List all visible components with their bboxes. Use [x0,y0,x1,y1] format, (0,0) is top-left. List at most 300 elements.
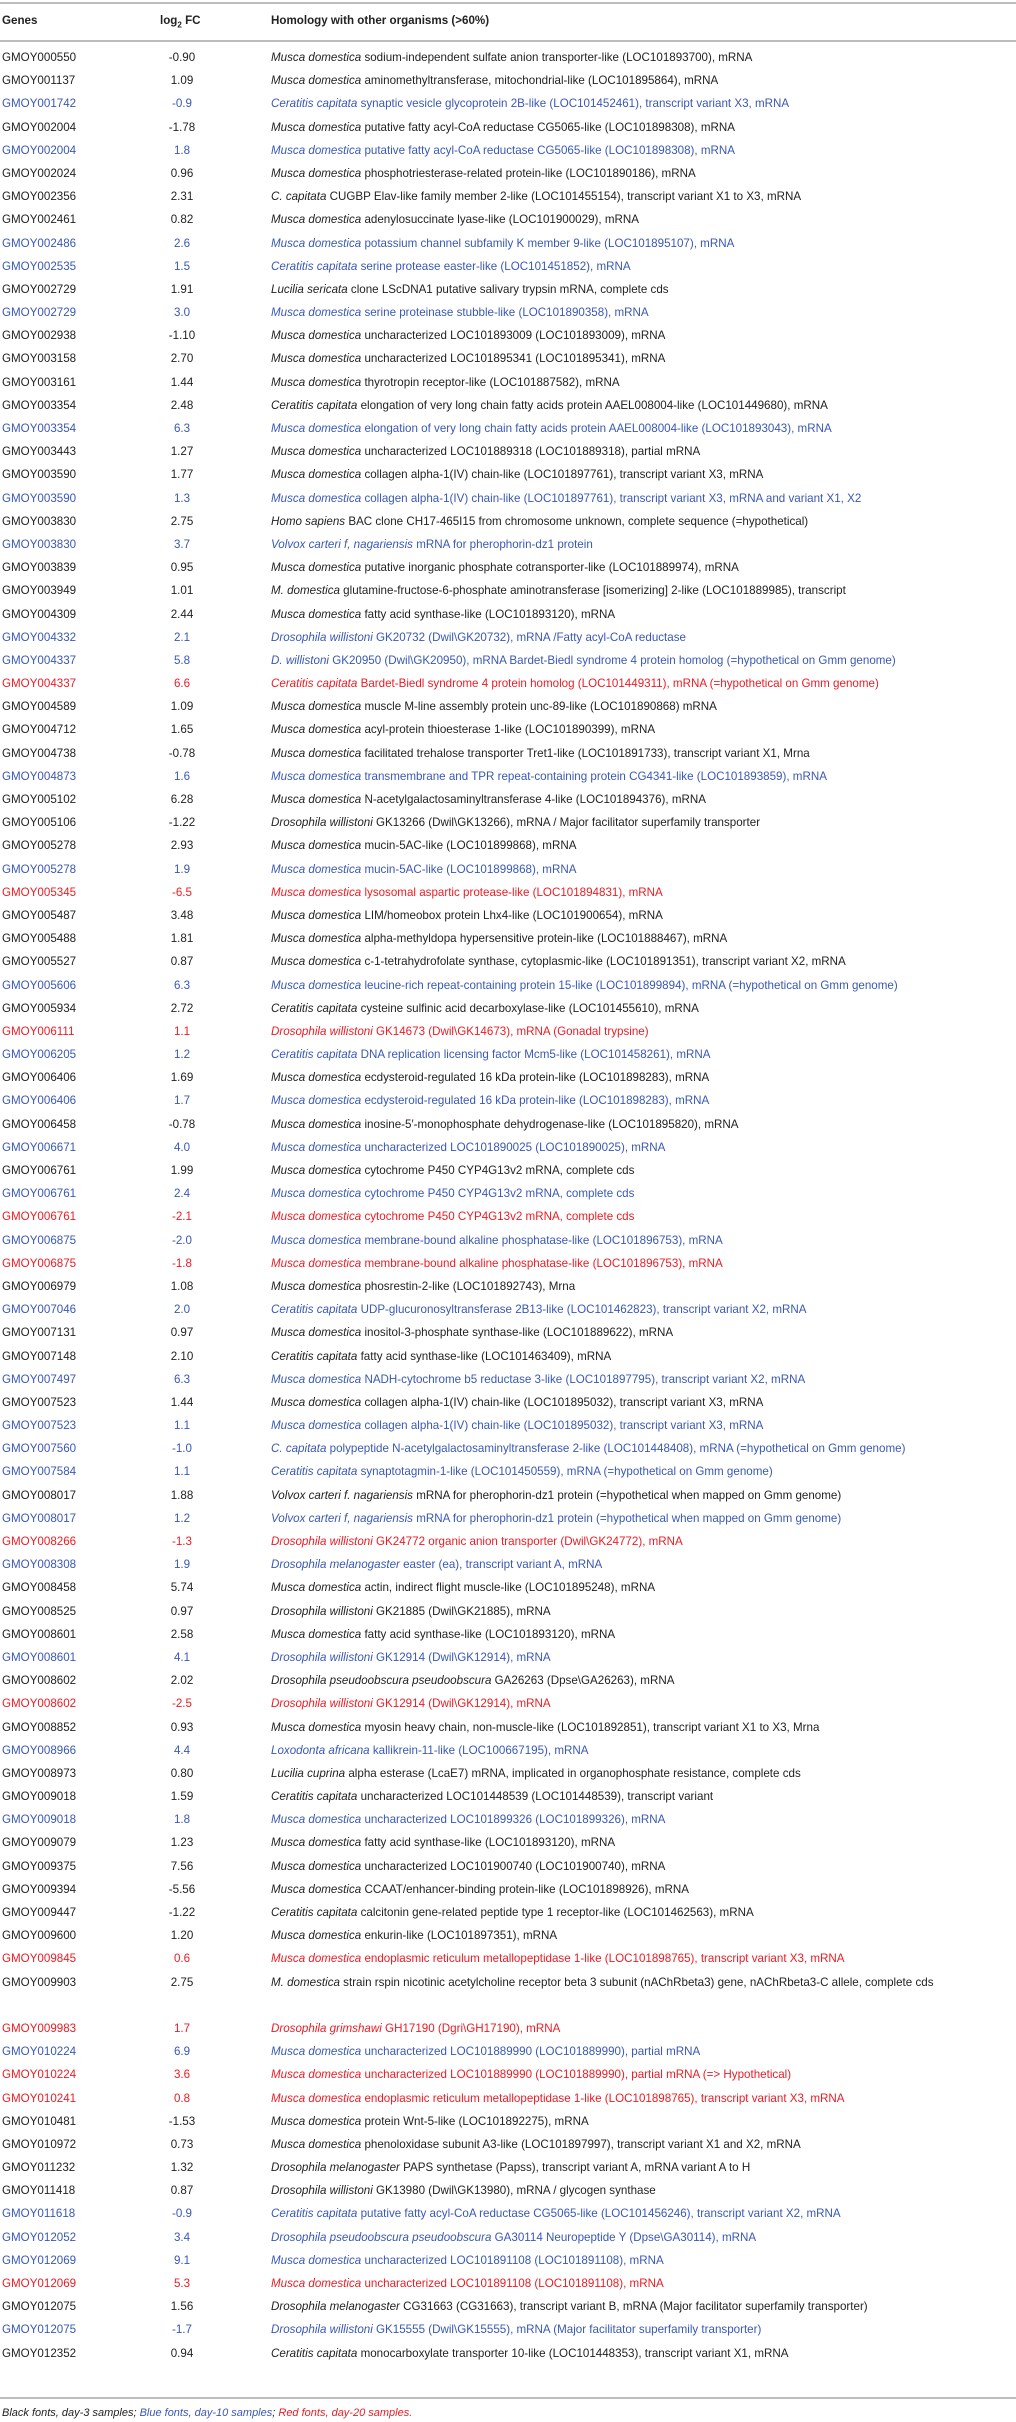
table-row [0,92,1016,115]
species-name: Musca domestica [271,375,362,389]
log2fc-value: 2.72 [170,1001,194,1015]
species-name: Drosophila willistoni [271,1535,373,1548]
species-name: Ceratitis capitata [271,1048,358,1062]
species-name: Musca domestica [271,932,362,946]
homology-text [271,2110,1011,2133]
table-row [0,1321,1016,1344]
table-row [0,139,1016,162]
species-name: Musca domestica [271,1627,362,1641]
gene-id: GMOY006111 [2,1024,75,1038]
gene-id: GMOY005345 [2,885,77,899]
homology-text [271,1692,1011,1715]
species-name: Drosophila willistoni [271,816,373,830]
species-name: Loxodonta africana [271,1743,370,1757]
log2fc-value: 0.82 [170,213,194,227]
log2fc-value: -2.0 [172,1233,192,1247]
homology-description: fatty acid synthase-like (LOC101893120), mRNA [361,1627,616,1641]
log2fc-value: 1.9 [173,1558,191,1572]
log2fc-value: 0.95 [170,561,194,575]
species-name: Musca domestica [271,352,362,366]
species-name: Musca domestica [271,700,362,714]
gene-id: GMOY009079 [2,1836,77,1850]
log2fc-value: 1.6 [173,769,191,783]
table-row [0,649,1016,672]
homology-text [271,1785,1011,1808]
gene-id: GMOY005934 [2,1001,77,1015]
log2fc-value: 1.09 [170,700,194,714]
species-name: Drosophila willistoni [271,2323,373,2337]
table-row [0,2040,1016,2063]
table-footnote [2,2405,412,2421]
species-name: Ceratitis capitata [271,1001,358,1015]
species-name: Musca domestica [271,1140,362,1154]
gene-id: GMOY002024 [2,166,77,180]
homology-description: uncharacterized LOC101900740 (LOC101900740), mRNA [361,1859,666,1873]
homology-text [271,371,1011,394]
homology-text [271,1623,1011,1646]
log2fc-value: 3.4 [173,2230,191,2244]
gene-id: GMOY006875 [2,1233,77,1247]
species-name: Musca domestica [271,143,362,157]
table-row [0,116,1016,139]
homology-text [271,1878,1011,1901]
log2fc-value: -1.10 [168,329,196,343]
log2fc-value: 2.44 [170,607,194,621]
table-row [0,1716,1016,1739]
homology-text [271,1298,1011,1321]
log2fc-value: 2.0 [173,1303,191,1317]
table-row [0,440,1016,463]
gene-id: GMOY009903 [2,1975,77,1989]
log2fc-value: 6.3 [173,422,191,435]
log2fc-value: 3.7 [173,537,191,551]
gene-id: GMOY003949 [2,584,77,598]
homology-description: alpha-methyldopa hypersensitive protein-like (LOC101888467), mRNA [361,932,728,946]
homology-text [271,185,1011,208]
species-name: C. capitata [271,1442,327,1456]
gene-id: GMOY008017 [2,1511,77,1525]
homology-text [271,950,1011,973]
homology-description: GK21885 (Dwil\GK21885), mRNA [372,1604,551,1618]
log2fc-value: 0.6 [173,1952,191,1966]
species-name: Musca domestica [271,2091,362,2105]
homology-text [271,1971,1011,1994]
gene-id: GMOY003354 [2,422,77,435]
species-name: Musca domestica [271,2137,362,2151]
gene-id: GMOY012069 [2,2253,77,2267]
homology-text [271,1901,1011,1924]
species-name: Musca domestica [271,1395,362,1409]
homology-text [271,2202,1011,2225]
log2fc-value: 1.69 [170,1071,194,1085]
homology-description: DNA replication licensing factor Mcm5-like (LOC101458261), mRNA [357,1048,711,1062]
homology-text [271,232,1011,255]
gene-id: GMOY002938 [2,329,77,343]
homology-text [271,834,1011,857]
species-name: Musca domestica [271,1256,362,1270]
homology-description: GH17190 (Dgri\GH17190), mRNA [381,2021,561,2035]
gene-id: GMOY006761 [2,1210,77,1224]
table-row [0,1391,1016,1414]
homology-description: c-1-tetrahydrofolate synthase, cytoplasmic-like (LOC101891351), transcript variant X2, mRNA [361,955,846,969]
species-name: Musca domestica [271,1836,362,1850]
log2fc-value: 1.8 [173,1813,191,1827]
table-row [0,1600,1016,1623]
gene-id: GMOY011418 [2,2184,76,2198]
gene-id: GMOY005606 [2,978,77,992]
homology-description: CCAAT/enhancer-binding protein-like (LOC101898926), mRNA [361,1882,690,1896]
gene-id: GMOY004337 [2,653,77,667]
homology-text [271,394,1011,417]
homology-text [271,927,1011,950]
homology-text [271,301,1011,324]
species-name: Lucilia cuprina [271,1766,346,1780]
table-row [0,1785,1016,1808]
table-row [0,834,1016,857]
homology-text [271,1739,1011,1762]
table-row [0,881,1016,904]
homology-description: fatty acid synthase-like (LOC101463409), mRNA [357,1349,612,1363]
gene-id: GMOY002004 [2,143,77,157]
table-row [0,2017,1016,2040]
homology-text [271,1855,1011,1878]
log2fc-value: 1.08 [170,1279,194,1293]
homology-text [271,46,1011,69]
homology-text [271,1020,1011,1043]
log2fc-value: 1.20 [170,1929,194,1943]
table-row [0,533,1016,556]
homology-description: serine proteinase stubble-like (LOC101890358), mRNA [361,306,649,320]
species-name: Musca domestica [271,306,362,320]
species-name: Musca domestica [271,1419,362,1433]
homology-description: putative fatty acyl-CoA reductase CG5065-like (LOC101898308), mRNA [361,120,735,134]
homology-text [271,1600,1011,1623]
species-name: Homo sapiens [271,514,346,528]
species-name: Musca domestica [271,885,362,899]
table-row [0,2295,1016,2318]
species-name: Musca domestica [271,74,362,88]
log2fc-value: 1.88 [170,1488,194,1502]
log2fc-value: 0.8 [173,2091,191,2105]
log2fc-value: 0.87 [170,2184,194,2198]
homology-text [271,2133,1011,2156]
species-name: Musca domestica [271,1187,362,1201]
homology-description: inosine-5′-monophosphate dehydrogenase-like (LOC101895820), mRNA [361,1117,739,1131]
homology-description: elongation of very long chain fatty acids protein AAEL008004-like (LOC101893043), mRNA [361,422,832,435]
log2fc-value: -1.0 [172,1442,192,1456]
homology-text [271,2226,1011,2249]
table-row [0,1437,1016,1460]
log2fc-value: 1.1 [173,1465,191,1479]
homology-description: calcitonin gene-related peptide type 1 receptor-like (LOC101462563), mRNA [357,1906,754,1919]
species-name: Ceratitis capitata [271,677,358,691]
homology-description: uncharacterized LOC101891108 (LOC101891108), mRNA [361,2253,664,2267]
homology-description: leucine-rich repeat-containing protein 15-like (LOC101899894), mRNA (=hypothetical on Gmm genome) [361,978,898,992]
homology-text [271,1113,1011,1136]
log2fc-value: 2.75 [170,1975,194,1989]
table-row [0,1275,1016,1298]
log2fc-value: -5.56 [168,1882,196,1896]
table-row [0,1553,1016,1576]
species-name: Musca domestica [271,1326,362,1340]
log2fc-value: 0.80 [170,1766,194,1780]
species-name: Musca domestica [271,1952,362,1966]
gene-id: GMOY007131 [2,1326,77,1340]
gene-id: GMOY008266 [2,1535,77,1548]
log2fc-value: 6.6 [173,677,191,691]
species-name: Musca domestica [271,236,362,250]
table-row [0,1855,1016,1878]
gene-id: GMOY009394 [2,1882,77,1896]
log2fc-value: 1.5 [173,259,191,273]
species-name: Musca domestica [271,329,362,343]
gene-id: GMOY007560 [2,1442,77,1456]
homology-description: uncharacterized LOC101448539 (LOC101448539), transcript variant [357,1790,714,1804]
table-row [0,185,1016,208]
gene-id: GMOY008966 [2,1743,77,1757]
table-row [0,1901,1016,1924]
log2fc-value: -6.5 [172,885,192,899]
homology-text [271,347,1011,370]
table-row [0,1066,1016,1089]
log2fc-value: 5.74 [170,1581,194,1595]
log2fc-value: 1.7 [173,2021,191,2035]
log2fc-value: 1.23 [170,1836,194,1850]
gene-id: GMOY000550 [2,51,77,64]
homology-text [271,626,1011,649]
header-homology: Homology with other organisms (>60%) [271,14,490,27]
homology-text [271,2017,1011,2040]
log2fc-value: 2.6 [173,236,191,250]
homology-description: Bardet-Biedl syndrome 4 protein homolog (LOC101449311), mRNA (=hypothetical on Gmm genome) [357,677,879,691]
gene-id: GMOY010224 [2,2045,77,2059]
table-row [0,1924,1016,1947]
species-name: Volvox carteri f. nagariensis [271,1488,413,1502]
homology-text [271,718,1011,741]
table-row [0,347,1016,370]
species-name: Musca domestica [271,1929,362,1943]
gene-id: GMOY008602 [2,1697,77,1711]
homology-description: UDP-glucuronosyltransferase 2B13-like (LOC101462823), transcript variant X2, mRNA [357,1303,807,1317]
gene-id: GMOY007148 [2,1349,77,1363]
species-name: Musca domestica [271,2114,362,2128]
homology-description: NADH-cytochrome b5 reductase 3-like (LOC101897795), transcript variant X2, mRNA [361,1372,806,1386]
log2fc-value: 5.8 [173,653,191,667]
species-name: Musca domestica [271,862,362,876]
homology-description: monocarboxylate transporter 10-like (LOC101448353), transcript variant X1, mRNA [357,2346,789,2360]
homology-description: GA26263 (Dpse\GA26263), mRNA [491,1674,675,1688]
log2fc-value: 1.2 [173,1511,191,1525]
table-row [0,742,1016,765]
species-name: D. willistoni [271,653,329,667]
homology-text [271,417,1011,440]
log2fc-value: 0.93 [170,1720,194,1734]
homology-description: endoplasmic reticulum metallopeptidase 1-like (LOC101898765), transcript variant X3, mRNA [361,1952,845,1966]
gene-id: GMOY008525 [2,1604,77,1618]
species-name: Drosophila melanogaster [271,2300,400,2314]
gene-id: GMOY004738 [2,746,77,760]
homology-description: acyl-protein thioesterase 1-like (LOC101890399), mRNA [361,723,656,737]
species-name: Musca domestica [271,793,362,806]
table-row [0,394,1016,417]
homology-description: PAPS synthetase (Papss), transcript variant A, mRNA variant A to H [399,2161,751,2175]
gene-id: GMOY006458 [2,1117,77,1131]
gene-id: GMOY007523 [2,1419,77,1433]
log2fc-value: 9.1 [173,2253,191,2267]
homology-text [271,1762,1011,1785]
table-row [0,1530,1016,1553]
homology-description: potassium channel subfamily K member 9-like (LOC101895107), mRNA [361,236,735,250]
species-name: Musca domestica [271,1233,362,1247]
species-name: Musca domestica [271,1720,362,1734]
gene-id: GMOY006205 [2,1048,77,1062]
homology-description: mucin-5AC-like (LOC101899868), mRNA [361,839,577,853]
table-row [0,904,1016,927]
table-row [0,1414,1016,1437]
table-row [0,1113,1016,1136]
gene-id: GMOY009375 [2,1859,77,1873]
homology-description: polypeptide N-acetylgalactosaminyltransferase 2-like (LOC101448408), mRNA (=hypothetical on Gmm genome) [326,1442,906,1456]
species-name: Drosophila willistoni [271,1024,373,1038]
log2fc-value: 4.1 [173,1650,191,1664]
log2fc-value: 1.77 [170,468,194,482]
homology-text [271,556,1011,579]
homology-description: phosrestin-2-like (LOC101892743), Mrna [361,1279,576,1293]
species-name: Musca domestica [271,1164,362,1177]
table-row [0,463,1016,486]
homology-text [271,1808,1011,1831]
homology-description: endoplasmic reticulum metallopeptidase 1-like (LOC101898765), transcript variant X3, mRNA [361,2091,845,2105]
gene-id: GMOY003354 [2,398,77,412]
homology-description: ecdysteroid-regulated 16 kDa protein-like (LOC101898283), mRNA [361,1071,710,1085]
table-row [0,1669,1016,1692]
table-row [0,208,1016,231]
species-name: Ceratitis capitata [271,1790,358,1804]
homology-text [271,695,1011,718]
homology-description: aminomethyltransferase, mitochondrial-like (LOC101895864), mRNA [361,74,719,88]
log2fc-value: 1.7 [173,1094,191,1108]
log2fc-value: 6.3 [173,978,191,992]
gene-id: GMOY010972 [2,2137,77,2151]
log2fc-value: 2.31 [170,190,194,204]
homology-description: thyrotropin receptor-like (LOC101887582), mRNA [361,375,620,389]
table-row [0,1159,1016,1182]
homology-description: uncharacterized LOC101889990 (LOC101889990), partial mRNA [361,2045,701,2059]
log2fc-value: 1.27 [170,445,194,459]
log2fc-value: 1.44 [170,375,194,389]
gene-id: GMOY008601 [2,1627,77,1641]
gene-id: GMOY004332 [2,630,77,644]
homology-description: N-acetylgalactosaminyltransferase 4-like (LOC101894376), mRNA [361,793,706,806]
homology-description: mRNA for pherophorin-dz1 protein (=hypothetical when mapped on Gmm genome) [412,1488,842,1502]
species-name: Drosophila pseudoobscura pseudoobscura [271,2230,492,2244]
log2fc-value: 0.94 [170,2346,194,2360]
homology-description: cysteine sulfinic acid decarboxylase-like (LOC101455610), mRNA [357,1001,699,1015]
log2fc-value: 1.1 [173,1024,191,1038]
species-name: Musca domestica [271,2045,362,2059]
homology-description: BAC clone CH17-465I15 from chromosome unknown, complete sequence (=hypothetical) [345,514,809,528]
gene-id: GMOY006761 [2,1187,77,1201]
table-row [0,974,1016,997]
table-row [0,2063,1016,2086]
homology-description: uncharacterized LOC101889318 (LOC101889318), partial mRNA [361,445,701,459]
species-name: Musca domestica [271,1813,362,1827]
homology-text [271,487,1011,510]
homology-text [271,139,1011,162]
species-name: Musca domestica [271,839,362,853]
homology-text [271,1716,1011,1739]
gene-id: GMOY008973 [2,1766,77,1780]
homology-description: protein Wnt-5-like (LOC101892275), mRNA [361,2114,589,2128]
homology-description: inositol-3-phosphate synthase-like (LOC101889622), mRNA [361,1326,674,1340]
log2fc-value: 1.81 [170,932,194,946]
homology-text [271,1576,1011,1599]
homology-text [271,858,1011,881]
homology-text [271,811,1011,834]
homology-text [271,1321,1011,1344]
species-name: Drosophila willistoni [271,1650,373,1664]
homology-description: synaptic vesicle glycoprotein 2B-like (LOC101452461), transcript variant X3, mRNA [357,97,790,111]
species-name: Musca domestica [271,2068,362,2082]
table-row [0,371,1016,394]
gene-id: GMOY008852 [2,1720,77,1734]
log2fc-value: 1.44 [170,1395,194,1409]
homology-text [271,672,1011,695]
table-row [0,1623,1016,1646]
homology-text [271,2342,1011,2365]
table-row [0,417,1016,440]
log2fc-value: -1.78 [168,120,196,134]
table-row [0,2249,1016,2272]
species-name: Musca domestica [271,1581,362,1595]
gene-id: GMOY009983 [2,2021,77,2035]
gene-id: GMOY006979 [2,1279,77,1293]
log2fc-value: 4.4 [173,1743,191,1757]
log2fc-value: -2.5 [172,1697,192,1711]
table-row [0,1205,1016,1228]
gene-id: GMOY007497 [2,1372,77,1386]
log2fc-value: 6.28 [170,793,194,806]
homology-description: cytochrome P450 CYP4G13v2 mRNA, complete cds [361,1210,635,1224]
table-row [0,1484,1016,1507]
header-log2fc-base: log [160,14,178,27]
log2fc-value: 2.70 [170,352,194,366]
table-row [0,1345,1016,1368]
table-row [0,232,1016,255]
gene-id: GMOY003839 [2,561,77,575]
gene-id: GMOY004309 [2,607,77,621]
gene-id: GMOY002461 [2,213,77,227]
gene-id: GMOY004337 [2,677,77,691]
homology-description: uncharacterized LOC101889990 (LOC101889990), partial mRNA (=> Hypothetical) [361,2068,792,2082]
homology-description: putative inorganic phosphate cotransporter-like (LOC101889974), mRNA [361,561,739,575]
species-name: Musca domestica [271,1117,362,1131]
gene-id: GMOY006406 [2,1071,77,1085]
gene-id: GMOY005527 [2,955,77,969]
gene-id: GMOY009018 [2,1790,77,1804]
log2fc-value: -1.8 [172,1256,192,1270]
gene-id: GMOY003443 [2,445,77,459]
log2fc-value: 2.10 [170,1349,194,1363]
homology-description: membrane-bound alkaline phosphatase-like (LOC101896753), mRNA [361,1233,723,1247]
table-row [0,1878,1016,1901]
species-name: Musca domestica [271,445,362,459]
table-row [0,1020,1016,1043]
homology-description: glutamine-fructose-6-phosphate aminotransferase [isomerizing] 2-like (LOC101889985), transcript [339,584,846,598]
homology-text [271,2156,1011,2179]
gene-id: GMOY005487 [2,908,77,922]
homology-text [271,904,1011,927]
